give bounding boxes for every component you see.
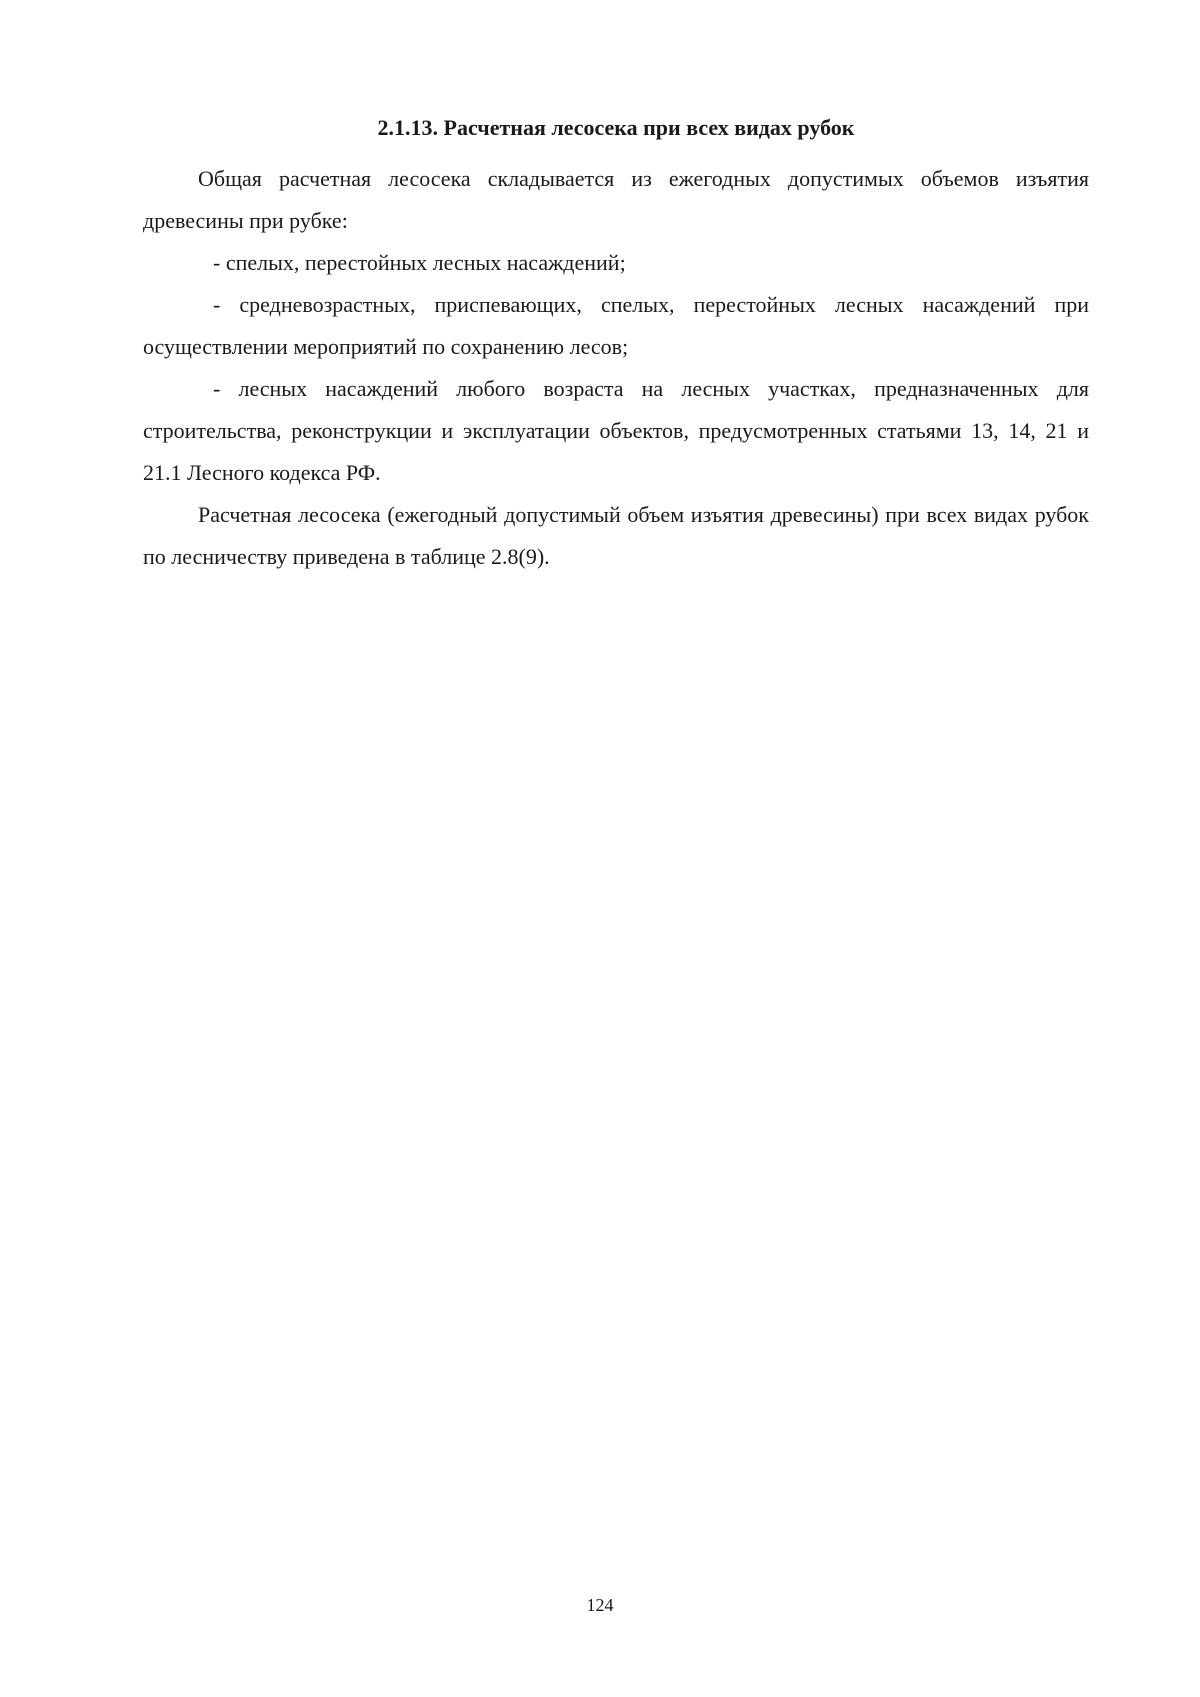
list-item-mature-stands: - спелых, перестойных лесных насаждений; (213, 250, 626, 275)
page-number: 124 (586, 1595, 614, 1615)
page-content (143, 112, 1089, 578)
paragraph-intro: Общая расчетная лесосека складывается из ежегодных допустимых объемов изъятия древесины при рубке: (143, 166, 1089, 233)
section-heading: 2.1.13. Расчетная лесосека при всех видах рубок (377, 115, 855, 140)
list-item-construction-stands: - лесных насаждений любого возраста на лесных участках, предназначенных для строительства, реконструкции и эксплуатации объектов, предусмотренных статьями 13, 14, 21 и 21.1 Лесного кодекса РФ. (143, 376, 1089, 485)
list-item-conservation-stands: - средневозрастных, приспевающих, спелых, перестойных лесных насаждений при осуществлении мероприятий по сохранению лесов; (143, 292, 1089, 359)
paragraph-reference-table: Расчетная лесосека (ежегодный допустимый объем изъятия древесины) при всех видах рубок по лесничеству приведена в таблице 2.8(9). (143, 502, 1089, 569)
